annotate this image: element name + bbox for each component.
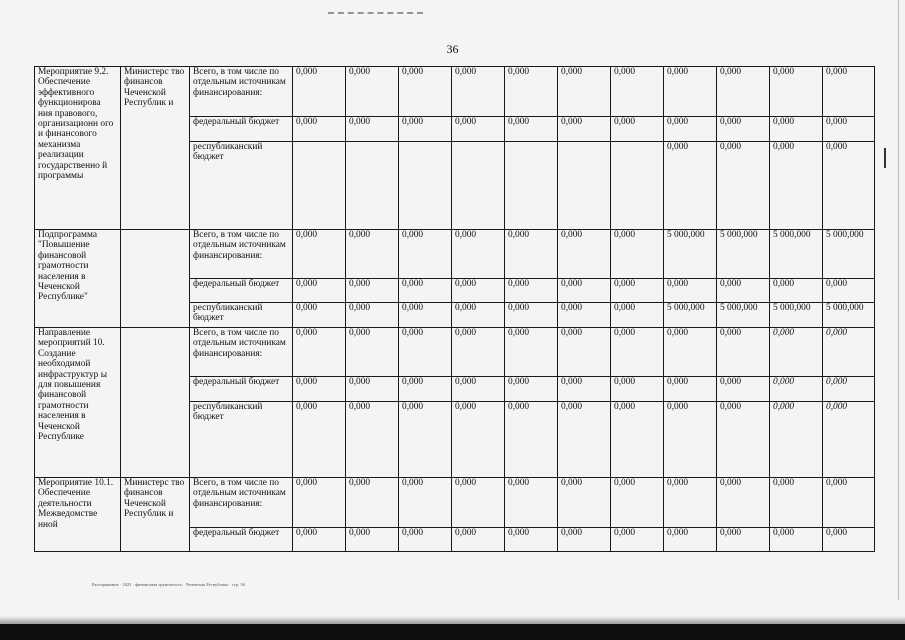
funding-value: 0,000: [505, 328, 558, 377]
funding-value: 0,000: [611, 478, 664, 528]
funding-value: [293, 142, 346, 230]
funding-value: 0,000: [558, 67, 611, 117]
executor-name: [121, 328, 190, 478]
funding-value: 0,000: [452, 528, 505, 552]
funding-value: 0,000: [558, 303, 611, 328]
funding-value: [558, 142, 611, 230]
funding-source-label: федеральный бюджет: [190, 279, 293, 303]
funding-value: 0,000: [399, 402, 452, 478]
funding-value: 0,000: [452, 67, 505, 117]
funding-value: 0,000: [823, 377, 875, 402]
activity-name: Направление мероприятий 10. Создание необходимой инфраструктур ы для повышения финансовой грамотности населения в Чеченской Республике: [35, 328, 121, 478]
funding-value: 0,000: [717, 478, 770, 528]
funding-value: 0,000: [346, 279, 399, 303]
funding-value: 0,000: [505, 67, 558, 117]
funding-value: 0,000: [452, 478, 505, 528]
funding-value: 0,000: [770, 117, 823, 142]
funding-value: 0,000: [505, 478, 558, 528]
funding-value: 0,000: [399, 478, 452, 528]
funding-value: 0,000: [505, 402, 558, 478]
funding-value: [611, 142, 664, 230]
funding-value: 0,000: [399, 303, 452, 328]
funding-value: 0,000: [505, 279, 558, 303]
funding-value: 0,000: [823, 117, 875, 142]
funding-value: 0,000: [346, 67, 399, 117]
executor-name: Министерс тво финансов Чеченской Республик и: [121, 67, 190, 230]
funding-value: 0,000: [770, 528, 823, 552]
funding-value: 0,000: [452, 117, 505, 142]
funding-value: 0,000: [717, 328, 770, 377]
scan-mark: [884, 148, 886, 168]
funding-source-label: Всего, в том числе по отдельным источникам финансирования:: [190, 230, 293, 279]
funding-value: 0,000: [452, 230, 505, 279]
funding-value: 0,000: [293, 377, 346, 402]
funding-source-label: Всего, в том числе по отдельным источникам финансирования:: [190, 67, 293, 117]
funding-value: 0,000: [664, 328, 717, 377]
funding-value: 0,000: [823, 279, 875, 303]
funding-value: 0,000: [717, 377, 770, 402]
funding-value: 0,000: [664, 279, 717, 303]
funding-value: 0,000: [346, 377, 399, 402]
funding-value: 0,000: [611, 402, 664, 478]
funding-source-label: Всего, в том числе по отдельным источникам финансирования:: [190, 478, 293, 528]
funding-value: 5 000,000: [717, 230, 770, 279]
funding-value: 5 000,000: [770, 303, 823, 328]
funding-value: 0,000: [611, 117, 664, 142]
scan-edge: [898, 0, 899, 600]
funding-value: 0,000: [717, 117, 770, 142]
funding-value: 0,000: [558, 279, 611, 303]
funding-value: 0,000: [452, 303, 505, 328]
funding-value: 0,000: [346, 402, 399, 478]
page-number: 36: [446, 42, 459, 56]
funding-value: 0,000: [558, 230, 611, 279]
funding-value: 0,000: [823, 478, 875, 528]
footer-text: Распоряжение · 2025 · финансовая грамотность · Чеченская Республика · стр. 36: [92, 582, 245, 587]
funding-value: 0,000: [505, 528, 558, 552]
funding-value: 0,000: [346, 478, 399, 528]
funding-value: 5 000,000: [823, 303, 875, 328]
funding-value: [505, 142, 558, 230]
funding-value: 0,000: [823, 142, 875, 230]
funding-value: 0,000: [558, 478, 611, 528]
funding-source-label: республиканский бюджет: [190, 303, 293, 328]
funding-value: 0,000: [293, 402, 346, 478]
funding-value: 0,000: [664, 67, 717, 117]
scan-artifact-top: [328, 12, 423, 19]
funding-value: 0,000: [717, 67, 770, 117]
executor-name: Министерс тво финансов Чеченской Республик и: [121, 478, 190, 552]
funding-value: 0,000: [664, 528, 717, 552]
funding-value: 0,000: [664, 142, 717, 230]
funding-value: 0,000: [293, 303, 346, 328]
funding-value: 0,000: [611, 67, 664, 117]
funding-value: 0,000: [664, 478, 717, 528]
funding-value: 0,000: [293, 328, 346, 377]
funding-value: 0,000: [346, 303, 399, 328]
scan-shadow: [0, 616, 905, 624]
table-row: [35, 230, 875, 279]
funding-source-label: Всего, в том числе по отдельным источникам финансирования:: [190, 328, 293, 377]
funding-value: 0,000: [505, 303, 558, 328]
funding-source-label: федеральный бюджет: [190, 528, 293, 552]
funding-value: 0,000: [770, 377, 823, 402]
funding-value: 0,000: [293, 117, 346, 142]
activity-name: Мероприятие 10.1. Обеспечение деятельности Межведомстве нной: [35, 478, 121, 552]
funding-value: 0,000: [293, 230, 346, 279]
funding-value: 0,000: [399, 279, 452, 303]
executor-name: [121, 230, 190, 328]
funding-value: 0,000: [770, 67, 823, 117]
funding-value: 0,000: [558, 377, 611, 402]
funding-value: [346, 142, 399, 230]
funding-value: 0,000: [505, 377, 558, 402]
funding-value: 0,000: [558, 402, 611, 478]
funding-value: 0,000: [452, 279, 505, 303]
funding-value: 0,000: [770, 478, 823, 528]
funding-value: 0,000: [346, 117, 399, 142]
funding-value: 0,000: [505, 117, 558, 142]
funding-value: 0,000: [611, 279, 664, 303]
funding-value: 0,000: [558, 328, 611, 377]
funding-value: 0,000: [611, 303, 664, 328]
funding-value: 0,000: [611, 328, 664, 377]
funding-value: 0,000: [399, 528, 452, 552]
funding-value: [399, 142, 452, 230]
activity-name: Мероприятие 9.2. Обеспечение эффективного функционирова ния правового, организационн ого и финансового механизма реализации государственно й программы: [35, 67, 121, 230]
funding-value: 0,000: [399, 230, 452, 279]
funding-value: 5 000,000: [717, 303, 770, 328]
funding-value: 0,000: [664, 117, 717, 142]
funding-value: 5 000,000: [664, 303, 717, 328]
funding-value: 0,000: [346, 230, 399, 279]
funding-value: 0,000: [399, 377, 452, 402]
funding-value: 0,000: [399, 117, 452, 142]
funding-value: 0,000: [611, 528, 664, 552]
funding-value: 0,000: [770, 402, 823, 478]
funding-value: 0,000: [452, 377, 505, 402]
funding-value: 0,000: [823, 402, 875, 478]
funding-value: 0,000: [717, 528, 770, 552]
funding-value: 0,000: [293, 528, 346, 552]
activity-name: Подпрограмма "Повышение финансовой грамотности населения в Чеченской Республике": [35, 230, 121, 328]
funding-value: 0,000: [558, 528, 611, 552]
funding-value: 0,000: [293, 478, 346, 528]
funding-value: 0,000: [664, 402, 717, 478]
funding-value: 0,000: [717, 402, 770, 478]
funding-value: 0,000: [346, 528, 399, 552]
funding-value: 0,000: [558, 117, 611, 142]
funding-value: 0,000: [717, 279, 770, 303]
funding-value: 5 000,000: [823, 230, 875, 279]
funding-value: 0,000: [505, 230, 558, 279]
scan-bottom-edge: [0, 624, 905, 640]
funding-value: 0,000: [346, 328, 399, 377]
funding-value: 0,000: [823, 528, 875, 552]
funding-value: [452, 142, 505, 230]
funding-value: 5 000,000: [770, 230, 823, 279]
funding-value: 0,000: [823, 67, 875, 117]
funding-value: 0,000: [823, 328, 875, 377]
table-row: [35, 478, 875, 528]
funding-source-label: федеральный бюджет: [190, 377, 293, 402]
funding-value: 0,000: [717, 142, 770, 230]
funding-value: 0,000: [452, 328, 505, 377]
funding-value: 5 000,000: [664, 230, 717, 279]
funding-value: 0,000: [399, 328, 452, 377]
funding-value: 0,000: [611, 230, 664, 279]
funding-source-label: федеральный бюджет: [190, 117, 293, 142]
funding-value: 0,000: [611, 377, 664, 402]
table-row: [35, 328, 875, 377]
funding-value: 0,000: [770, 279, 823, 303]
funding-value: 0,000: [664, 377, 717, 402]
funding-value: 0,000: [452, 402, 505, 478]
funding-source-label: республиканский бюджет: [190, 142, 293, 230]
funding-table: [34, 66, 875, 552]
funding-value: 0,000: [770, 142, 823, 230]
funding-value: 0,000: [293, 67, 346, 117]
funding-value: 0,000: [293, 279, 346, 303]
table-row: [35, 67, 875, 117]
funding-value: 0,000: [770, 328, 823, 377]
funding-source-label: республиканский бюджет: [190, 402, 293, 478]
funding-value: 0,000: [399, 67, 452, 117]
